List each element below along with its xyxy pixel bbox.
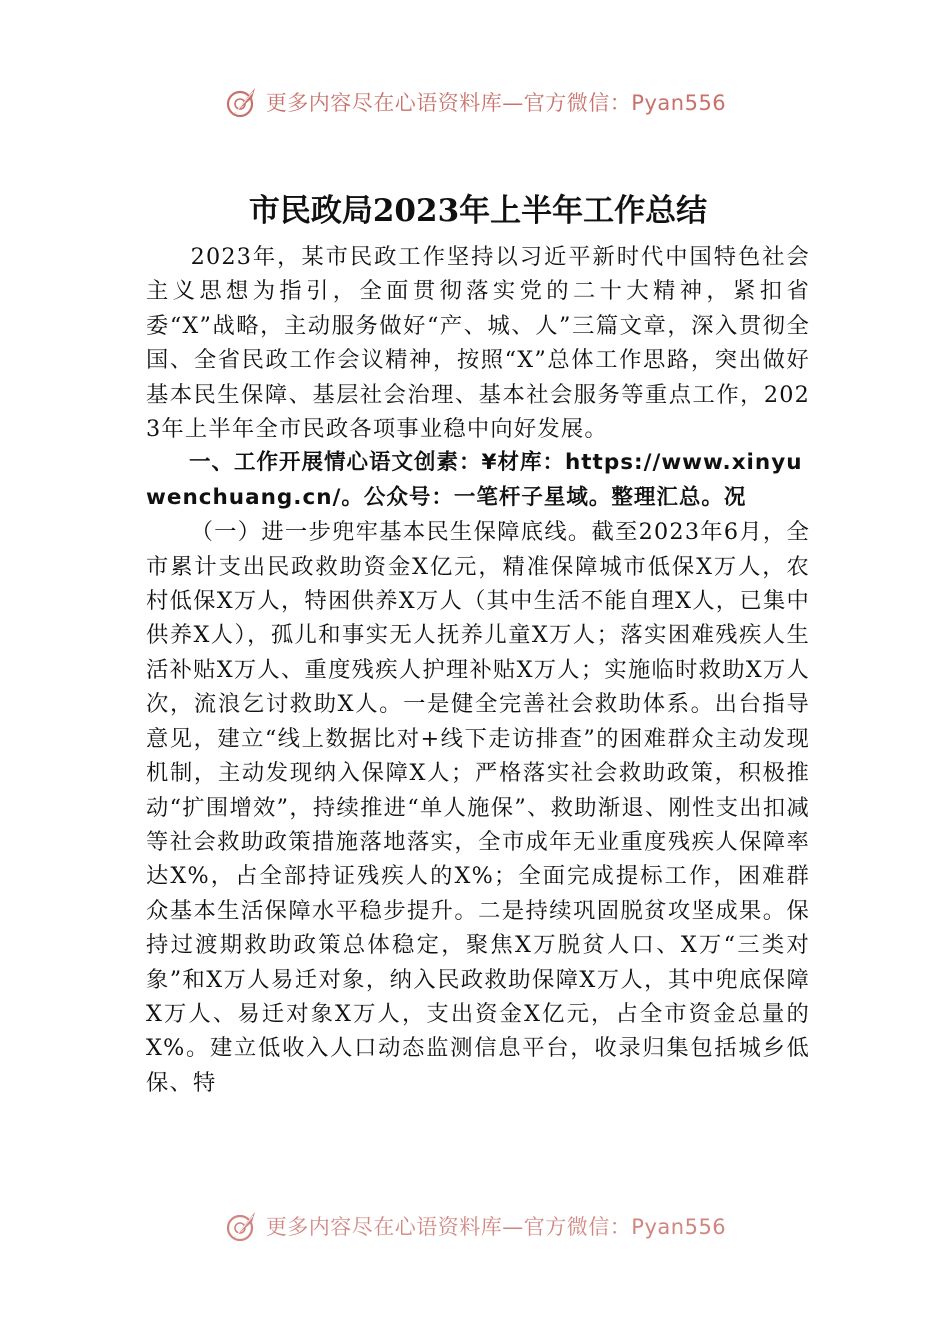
footer-banner	[0, 1206, 950, 1246]
section-heading: 一、工作开展情心语文创素：¥材库：https://www.xinyuwenchuang.cn/。公众号：一笔杆子星域。整理汇总。况	[146, 450, 803, 510]
quill-logo-icon	[224, 84, 260, 120]
quill-logo-icon	[224, 1208, 260, 1244]
intro-paragraph: 2023年，某市民政工作坚持以习近平新时代中国特色社会主义思想为指引，全面贯彻落实党的二十大精神，紧扣省委“X”战略，主动服务做好“产、城、人”三篇文章，深入贯彻全国、全省民政工作会议精神，按照“X”总体工作思路，突出做好基本民生保障、基层社会治理、基本社会服务等重点工作，2023年上半年全市民政各项事业稳中向好发展。	[146, 244, 810, 443]
document-title: 市民政局2023年上半年工作总结	[248, 193, 708, 229]
banner-text: 更多内容尽在心语资料库—官方微信：Pyan556	[265, 1215, 727, 1239]
document-body	[146, 186, 810, 1100]
body-paragraph: （一）进一步兜牢基本民生保障底线。截至2023年6月，全市累计支出民政救助资金X亿元，精准保障城市低保X万人，农村低保X万人，特困供养X万人（其中生活不能自理X人，已集中供养X人），孤儿和事实无人抚养儿童X万人；落实困难残疾人生活补贴X万人、重度残疾人护理补贴X万人；实施临时救助X万人次，流浪乞讨救助X人。一是健全完善社会救助体系。出台指导意见，建立“线上数据比对+线下走访排查”的困难群众主动发现机制，主动发现纳入保障X人；严格落实社会救助政策，积极推动“扩围增效”，持续推进“单人施保”、救助渐退、刚性支出扣减等社会救助政策措施落地落实，全市成年无业重度残疾人保障率达X%，占全部持证残疾人的X%；全面完成提标工作，困难群众基本生活保障水平稳步提升。二是持续巩固脱贫攻坚成果。保持过渡期救助政策总体稳定，聚焦X万脱贫人口、X万“三类对象”和X万人易迁对象，纳入民政救助保障X万人，其中兜底保障X万人、易迁对象X万人，支出资金X亿元，占全市资金总量的X%。建立低收入人口动态监测信息平台，收录归集包括城乡低保、特	[146, 519, 810, 1096]
banner-text: 更多内容尽在心语资料库—官方微信：Pyan556	[265, 91, 727, 115]
header-banner	[0, 82, 950, 122]
